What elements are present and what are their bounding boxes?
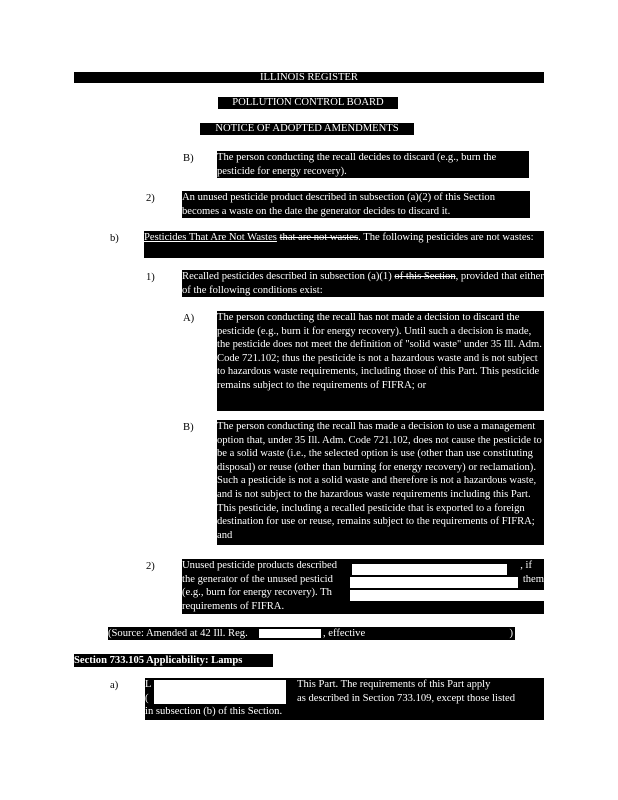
item-b2-text: The person conducting the recall has made a decision to use a management option that, under 35 Ill. Adm. Code 721.102, does not cause the pesticide to be a solid waste (i.e., the selected option is use (other than use constituting disposal) or reuse (other than burning for energy recovery) or reclamation). Such a pesticide is not a solid waste and therefore is not a hazardous waste, and is not subject to the hazardous waste requirements including this Part. This pesticide, including a recalled pesticide that is exported to a foreign destination for use or reuse, remains subject to the requirements of FIFRA; and bbox=[217, 420, 544, 545]
redaction-box bbox=[350, 590, 544, 601]
source-text-b: , effective bbox=[323, 628, 366, 639]
item-1-label: 1) bbox=[146, 272, 155, 283]
section-a-line1-b: This Part. The requirements of this Part apply bbox=[297, 679, 491, 690]
item-1-struck: of this Section bbox=[394, 271, 456, 282]
item-b-struck: that are not wastes bbox=[279, 232, 359, 243]
item-a-label: A) bbox=[183, 313, 195, 324]
item-b-text-end: . The following pesticides are not wastes: bbox=[358, 232, 534, 243]
section-a-line2-b: as described in Section 733.109, except those listed bbox=[297, 692, 516, 704]
item-2b-line1: Unused pesticide products described bbox=[182, 560, 338, 571]
item-b-label: b) bbox=[110, 233, 119, 244]
item-b2-label: B) bbox=[183, 422, 194, 433]
item-b1-text: The person conducting the recall decides to discard (e.g., burn the pesticide for energy recovery). bbox=[217, 151, 529, 178]
section-a-line1-a: L bbox=[145, 679, 152, 690]
board-name-bar bbox=[218, 97, 398, 109]
item-1-text-a: Recalled pesticides described in subsection (a)(1) bbox=[182, 271, 392, 282]
item-2a-text: An unused pesticide product described in subsection (a)(2) of this Section becomes a waste on the date the generator decides to discard it. bbox=[182, 191, 530, 218]
board-name: POLLUTION CONTROL BOARD bbox=[232, 97, 384, 108]
item-a-text: The person conducting the recall has not made a decision to discard the pesticide (e.g., burn it for energy recovery). Until such a decision is made, the pesticide does not meet the definition of "solid waste" under 35 Ill. Adm. Code 721.102; thus the pesticide is not a hazardous waste and is not subject to hazardous waste requirements, including those of this Part. This pesticide remains subject to the requirements of FIFRA; or bbox=[217, 311, 544, 411]
item-2b-line3: (e.g., burn for energy recovery). Th bbox=[182, 587, 332, 599]
item-2b-line4: requirements of FIFRA. bbox=[182, 600, 285, 612]
item-2b-label: 2) bbox=[146, 561, 155, 572]
item-1-text bbox=[182, 270, 544, 297]
item-b1-label: B) bbox=[183, 153, 194, 164]
register-title: ILLINOIS REGISTER bbox=[260, 72, 358, 83]
redaction-box bbox=[259, 629, 321, 638]
item-b-heading: Pesticides That Are Not Wastes bbox=[144, 232, 277, 243]
source-text-c: ) bbox=[509, 628, 513, 639]
redaction-box bbox=[350, 577, 518, 588]
item-2b-line1-end: , if bbox=[520, 560, 532, 571]
notice-title: NOTICE OF ADOPTED AMENDMENTS bbox=[215, 123, 399, 134]
item-b-text bbox=[144, 231, 544, 258]
register-header-bar bbox=[74, 72, 544, 83]
section-a-label: a) bbox=[110, 680, 119, 691]
item-2b-line2: the generator of the unused pesticid bbox=[182, 573, 333, 585]
notice-title-bar bbox=[200, 123, 414, 135]
section-a-line3: in subsection (b) of this Section. bbox=[145, 706, 283, 718]
section-a-line2-a: ( bbox=[145, 692, 149, 704]
item-2b-line2-end: them bbox=[522, 573, 544, 585]
section-heading: Section 733.105 Applicability: Lamps bbox=[74, 654, 273, 667]
redaction-box bbox=[352, 564, 507, 575]
item-2a-label: 2) bbox=[146, 193, 155, 204]
source-text-a: (Source: Amended at 42 Ill. Reg. bbox=[108, 628, 248, 639]
item-1-text-b: , provided that either of the following conditions exist: bbox=[182, 271, 544, 296]
redaction-box bbox=[154, 680, 286, 704]
